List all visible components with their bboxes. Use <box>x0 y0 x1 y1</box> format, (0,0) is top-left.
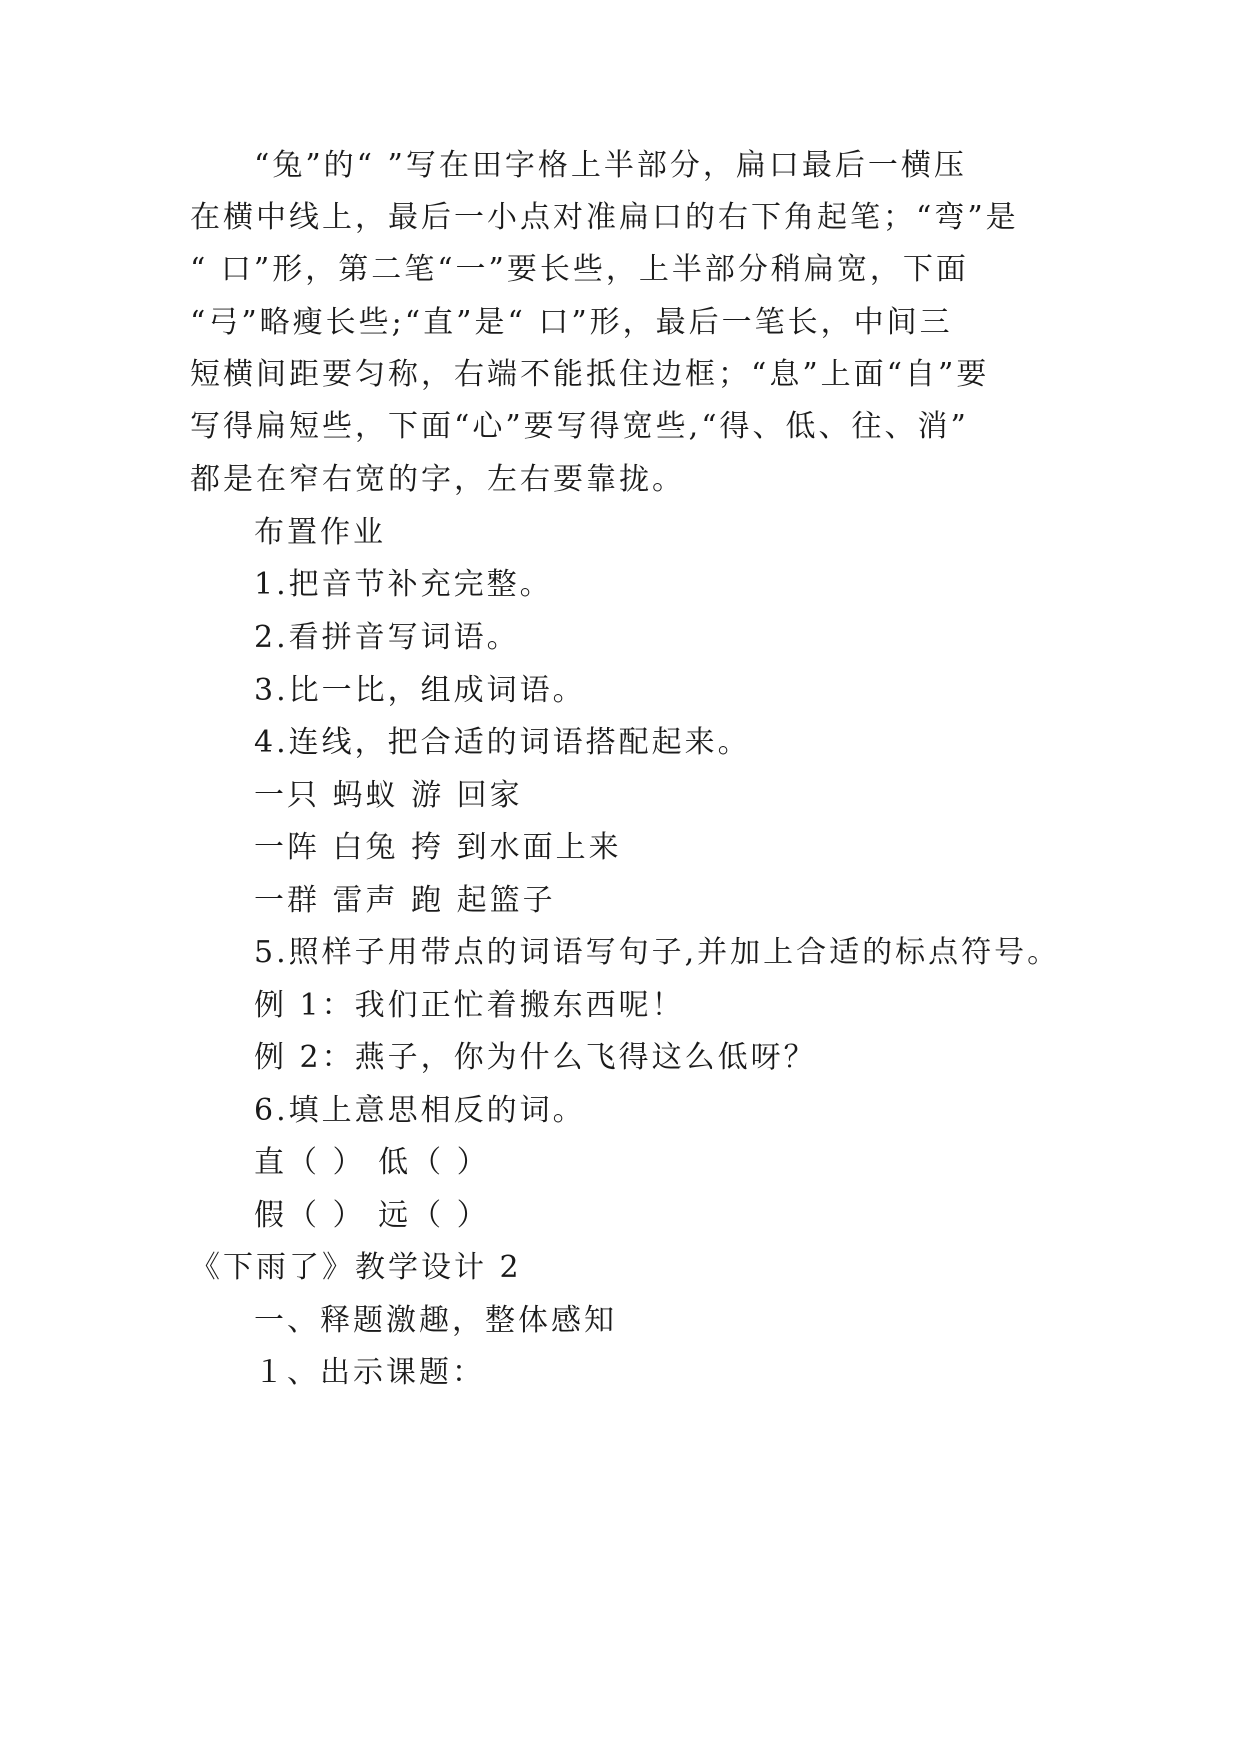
homework-item: 6.填上意思相反的词。 <box>254 1093 586 1128</box>
section-item: １、出示课题： <box>254 1355 485 1390</box>
matching-row: 一只 蚂蚁 游 回家 <box>254 778 523 813</box>
paragraph-line: “弓”略瘦长些;“直”是“ 口”形，最后一笔长，中间三 <box>190 305 953 340</box>
example-line: 例 2：燕子，你为什么飞得这么低呀？ <box>254 1040 817 1075</box>
homework-item: 5.照样子用带点的词语写句子,并加上合适的标点符号。 <box>254 935 1061 970</box>
matching-row: 一群 雷声 跑 起篮子 <box>254 883 556 918</box>
paragraph-line: 在横中线上，最后一小点对准扁口的右下角起笔；“弯”是 <box>190 200 1019 235</box>
antonym-row: 直（ ） 低（ ） <box>254 1145 490 1180</box>
paragraph-line: 写得扁短些，下面“心”要写得宽些,“得、低、往、消” <box>190 409 969 444</box>
section-item: 一、释题激趣，整体感知 <box>254 1303 617 1338</box>
paragraph-line: 都是在窄右宽的字，左右要靠拢。 <box>190 462 685 497</box>
matching-row: 一阵 白兔 挎 到水面上来 <box>254 830 622 865</box>
paragraph-line: 短横间距要匀称，右端不能抵住边框；“息”上面“自”要 <box>190 357 990 392</box>
section-title: 《下雨了》教学设计 2 <box>190 1250 522 1285</box>
homework-item: 3.比一比，组成词语。 <box>254 673 586 708</box>
paragraph-line: “ 口”形，第二笔“一”要长些，上半部分稍扁宽，下面 <box>190 252 969 287</box>
example-line: 例 1：我们正忙着搬东西呢！ <box>254 988 685 1023</box>
homework-heading: 布置作业 <box>254 515 386 550</box>
homework-item: 2.看拼音写词语。 <box>254 620 520 655</box>
antonym-row: 假（ ） 远（ ） <box>254 1198 490 1233</box>
paragraph-line: “兔”的“ ”写在田字格上半部分，扁口最后一横压 <box>254 148 967 183</box>
homework-item: 1.把音节补充完整。 <box>254 567 553 602</box>
homework-item: 4.连线，把合适的词语搭配起来。 <box>254 725 751 760</box>
